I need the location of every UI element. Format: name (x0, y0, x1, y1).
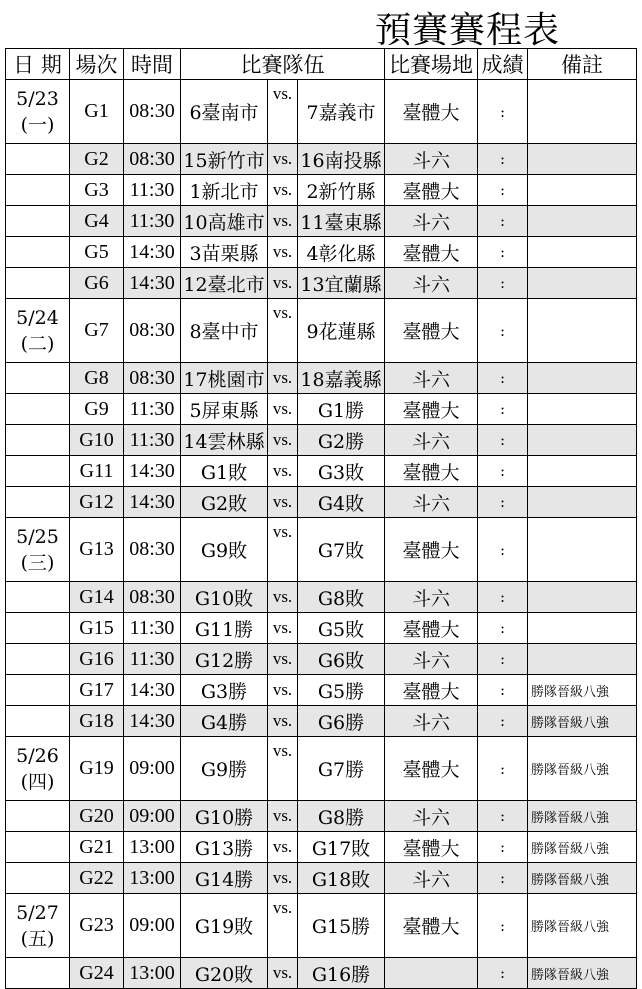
venue-cell: 臺體大 (385, 894, 478, 958)
team-away: G5勝 (298, 675, 385, 706)
page-title-area (0, 0, 642, 51)
game-time: 14:30 (124, 487, 181, 518)
note-cell (528, 425, 637, 456)
date-cell (6, 582, 70, 613)
header-note: 備註 (528, 49, 637, 80)
table-row (6, 206, 637, 237)
team-away: G8勝 (298, 801, 385, 832)
vs-label: vs. (268, 706, 298, 737)
team-away: G8敗 (298, 582, 385, 613)
venue-cell: 斗六 (385, 706, 478, 737)
venue-cell: 臺體大 (385, 175, 478, 206)
team-home: G13勝 (181, 832, 268, 863)
header-date: 日 期 (6, 49, 70, 80)
date-cell (6, 737, 70, 801)
game-id: G23 (70, 894, 124, 958)
game-id: G15 (70, 613, 124, 644)
note-cell (528, 613, 637, 644)
date-cell (6, 268, 70, 299)
table-row (6, 675, 637, 706)
table-row (6, 737, 637, 801)
team-home: G14勝 (181, 863, 268, 894)
date-day: 5/25 (16, 525, 59, 548)
vs-label: vs. (268, 456, 298, 487)
vs-label: vs. (268, 832, 298, 863)
team-home: G9敗 (181, 518, 268, 582)
game-id: G17 (70, 675, 124, 706)
score-cell: : (478, 394, 528, 425)
vs-label: vs. (268, 175, 298, 206)
vs-label: vs. (268, 863, 298, 894)
team-away: 9花蓮縣 (298, 299, 385, 363)
team-home: G4勝 (181, 706, 268, 737)
table-row (6, 706, 637, 737)
date-weekday: (三) (20, 551, 55, 574)
note-cell (528, 456, 637, 487)
game-time: 08:30 (124, 144, 181, 175)
date-cell (6, 299, 70, 363)
table-row (6, 582, 637, 613)
date-cell (6, 801, 70, 832)
table-row (6, 456, 637, 487)
date-cell (6, 832, 70, 863)
score-cell: : (478, 832, 528, 863)
game-time: 09:00 (124, 737, 181, 801)
game-time: 13:00 (124, 863, 181, 894)
date-cell (6, 675, 70, 706)
vs-label: vs. (268, 644, 298, 675)
game-id: G4 (70, 206, 124, 237)
score-cell: : (478, 801, 528, 832)
team-away: 13宜蘭縣 (298, 268, 385, 299)
team-away: G1勝 (298, 394, 385, 425)
vs-label: vs. (268, 144, 298, 175)
game-id: G21 (70, 832, 124, 863)
game-id: G5 (70, 237, 124, 268)
table-row (6, 958, 637, 989)
vs-label: vs. (268, 737, 298, 801)
date-cell (6, 425, 70, 456)
game-time: 11:30 (124, 175, 181, 206)
note-cell: 勝隊晉級八強 (528, 863, 637, 894)
game-time: 13:00 (124, 832, 181, 863)
team-home: 6臺南市 (181, 80, 268, 144)
score-cell: : (478, 894, 528, 958)
date-cell (6, 487, 70, 518)
score-cell: : (478, 487, 528, 518)
game-id: G18 (70, 706, 124, 737)
note-cell (528, 394, 637, 425)
team-home: 1新北市 (181, 175, 268, 206)
table-row (6, 863, 637, 894)
team-away: 4彰化縣 (298, 237, 385, 268)
team-home: G11勝 (181, 613, 268, 644)
game-id: G1 (70, 80, 124, 144)
score-cell: : (478, 613, 528, 644)
header-teams: 比賽隊伍 (181, 49, 385, 80)
team-away: G17敗 (298, 832, 385, 863)
game-id: G3 (70, 175, 124, 206)
vs-label: vs. (268, 425, 298, 456)
venue-cell: 臺體大 (385, 394, 478, 425)
game-id: G24 (70, 958, 124, 989)
game-time: 14:30 (124, 456, 181, 487)
header-venue: 比賽場地 (385, 49, 478, 80)
team-away: G6敗 (298, 644, 385, 675)
note-cell (528, 144, 637, 175)
date-cell (6, 237, 70, 268)
note-cell (528, 268, 637, 299)
team-away: 7嘉義市 (298, 80, 385, 144)
venue-cell: 臺體大 (385, 80, 478, 144)
table-row (6, 299, 637, 363)
game-id: G8 (70, 363, 124, 394)
game-time: 08:30 (124, 518, 181, 582)
venue-cell: 臺體大 (385, 299, 478, 363)
game-time: 11:30 (124, 613, 181, 644)
date-cell (6, 613, 70, 644)
game-id: G14 (70, 582, 124, 613)
score-cell: : (478, 268, 528, 299)
date-day: 5/23 (16, 87, 59, 110)
score-cell: : (478, 706, 528, 737)
vs-label: vs. (268, 80, 298, 144)
note-cell (528, 644, 637, 675)
vs-label: vs. (268, 299, 298, 363)
header-score: 成績 (478, 49, 528, 80)
game-time: 14:30 (124, 675, 181, 706)
date-cell (6, 958, 70, 989)
venue-cell: 臺體大 (385, 613, 478, 644)
score-cell: : (478, 206, 528, 237)
note-cell: 勝隊晉級八強 (528, 801, 637, 832)
game-id: G9 (70, 394, 124, 425)
game-time: 11:30 (124, 394, 181, 425)
date-cell (6, 706, 70, 737)
venue-cell: 臺體大 (385, 832, 478, 863)
game-id: G6 (70, 268, 124, 299)
date-cell (6, 175, 70, 206)
score-cell: : (478, 863, 528, 894)
team-away: G18敗 (298, 863, 385, 894)
venue-cell: 臺體大 (385, 237, 478, 268)
game-time: 11:30 (124, 206, 181, 237)
vs-label: vs. (268, 582, 298, 613)
team-home: G9勝 (181, 737, 268, 801)
vs-label: vs. (268, 958, 298, 989)
team-home: 17桃園市 (181, 363, 268, 394)
venue-cell: 斗六 (385, 582, 478, 613)
page-title: 預賽賽程表 (375, 10, 561, 51)
team-home: 10高雄市 (181, 206, 268, 237)
date-cell (6, 206, 70, 237)
game-time: 14:30 (124, 237, 181, 268)
note-cell (528, 299, 637, 363)
date-cell (6, 363, 70, 394)
team-home: G10敗 (181, 582, 268, 613)
venue-cell: 斗六 (385, 863, 478, 894)
venue-cell: 斗六 (385, 268, 478, 299)
note-cell: 勝隊晉級八強 (528, 832, 637, 863)
date-weekday: (五) (20, 927, 55, 950)
venue-cell: 臺體大 (385, 737, 478, 801)
team-home: G10勝 (181, 801, 268, 832)
venue-cell: 臺體大 (385, 456, 478, 487)
game-time: 14:30 (124, 706, 181, 737)
team-home: 3苗栗縣 (181, 237, 268, 268)
team-home: G20敗 (181, 958, 268, 989)
team-away: G16勝 (298, 958, 385, 989)
score-cell: : (478, 737, 528, 801)
team-away: 18嘉義縣 (298, 363, 385, 394)
date-cell (6, 518, 70, 582)
note-cell (528, 363, 637, 394)
game-id: G2 (70, 144, 124, 175)
team-home: 14雲林縣 (181, 425, 268, 456)
date-cell (6, 394, 70, 425)
team-away: G7敗 (298, 518, 385, 582)
score-cell: : (478, 456, 528, 487)
date-day: 5/27 (16, 901, 59, 924)
team-home: G12勝 (181, 644, 268, 675)
vs-label: vs. (268, 363, 298, 394)
score-cell: : (478, 958, 528, 989)
date-cell (6, 144, 70, 175)
team-away: G2勝 (298, 425, 385, 456)
vs-label: vs. (268, 801, 298, 832)
venue-cell: 臺體大 (385, 675, 478, 706)
venue-cell: 斗六 (385, 487, 478, 518)
team-away: 16南投縣 (298, 144, 385, 175)
team-home: 5屏東縣 (181, 394, 268, 425)
table-row (6, 144, 637, 175)
header-time: 時間 (124, 49, 181, 80)
game-id: G11 (70, 456, 124, 487)
table-row (6, 487, 637, 518)
date-weekday: (四) (20, 770, 55, 793)
game-time: 08:30 (124, 582, 181, 613)
game-id: G7 (70, 299, 124, 363)
note-cell (528, 206, 637, 237)
vs-label: vs. (268, 518, 298, 582)
venue-cell: 斗六 (385, 801, 478, 832)
table-row (6, 644, 637, 675)
note-cell: 勝隊晉級八強 (528, 894, 637, 958)
score-cell: : (478, 675, 528, 706)
team-away: 11臺東縣 (298, 206, 385, 237)
team-home: G1敗 (181, 456, 268, 487)
team-away: G15勝 (298, 894, 385, 958)
vs-label: vs. (268, 675, 298, 706)
game-id: G13 (70, 518, 124, 582)
vs-label: vs. (268, 394, 298, 425)
game-id: G20 (70, 801, 124, 832)
note-cell: 勝隊晉級八強 (528, 737, 637, 801)
vs-label: vs. (268, 268, 298, 299)
game-time: 08:30 (124, 80, 181, 144)
game-time: 13:00 (124, 958, 181, 989)
score-cell: : (478, 518, 528, 582)
team-away: G3敗 (298, 456, 385, 487)
venue-cell: 斗六 (385, 644, 478, 675)
venue-cell: 斗六 (385, 363, 478, 394)
date-weekday: (一) (20, 113, 55, 136)
date-cell (6, 863, 70, 894)
vs-label: vs. (268, 613, 298, 644)
venue-cell (385, 958, 478, 989)
date-cell (6, 894, 70, 958)
score-cell: : (478, 425, 528, 456)
header-game: 場次 (70, 49, 124, 80)
note-cell (528, 518, 637, 582)
score-cell: : (478, 363, 528, 394)
game-time: 09:00 (124, 801, 181, 832)
game-id: G12 (70, 487, 124, 518)
game-id: G22 (70, 863, 124, 894)
team-away: G6勝 (298, 706, 385, 737)
game-id: G10 (70, 425, 124, 456)
table-row (6, 894, 637, 958)
header-row (6, 49, 637, 80)
table-row (6, 801, 637, 832)
table-row (6, 518, 637, 582)
note-cell: 勝隊晉級八強 (528, 958, 637, 989)
team-away: 2新竹縣 (298, 175, 385, 206)
score-cell: : (478, 582, 528, 613)
date-cell (6, 80, 70, 144)
team-home: 12臺北市 (181, 268, 268, 299)
date-day: 5/26 (16, 744, 59, 767)
score-cell: : (478, 237, 528, 268)
date-day: 5/24 (16, 306, 59, 329)
game-id: G19 (70, 737, 124, 801)
team-home: G3勝 (181, 675, 268, 706)
note-cell (528, 80, 637, 144)
venue-cell: 臺體大 (385, 518, 478, 582)
team-home: 8臺中市 (181, 299, 268, 363)
vs-label: vs. (268, 487, 298, 518)
score-cell: : (478, 144, 528, 175)
note-cell (528, 175, 637, 206)
team-home: G19敗 (181, 894, 268, 958)
team-away: G7勝 (298, 737, 385, 801)
table-row (6, 832, 637, 863)
schedule-table (5, 48, 637, 989)
table-row (6, 268, 637, 299)
score-cell: : (478, 175, 528, 206)
note-cell (528, 487, 637, 518)
note-cell: 勝隊晉級八強 (528, 706, 637, 737)
vs-label: vs. (268, 894, 298, 958)
venue-cell: 斗六 (385, 206, 478, 237)
table-row (6, 237, 637, 268)
date-cell (6, 456, 70, 487)
game-time: 14:30 (124, 268, 181, 299)
note-cell (528, 237, 637, 268)
note-cell: 勝隊晉級八強 (528, 675, 637, 706)
schedule-body (6, 80, 637, 989)
table-row (6, 613, 637, 644)
date-cell (6, 644, 70, 675)
vs-label: vs. (268, 237, 298, 268)
score-cell: : (478, 299, 528, 363)
team-away: G4敗 (298, 487, 385, 518)
score-cell: : (478, 644, 528, 675)
game-id: G16 (70, 644, 124, 675)
game-time: 11:30 (124, 425, 181, 456)
game-time: 08:30 (124, 299, 181, 363)
score-cell: : (478, 80, 528, 144)
team-home: G2敗 (181, 487, 268, 518)
table-row (6, 394, 637, 425)
team-home: 15新竹市 (181, 144, 268, 175)
game-time: 08:30 (124, 363, 181, 394)
table-row (6, 363, 637, 394)
table-row (6, 425, 637, 456)
vs-label: vs. (268, 206, 298, 237)
game-time: 11:30 (124, 644, 181, 675)
venue-cell: 斗六 (385, 425, 478, 456)
game-time: 09:00 (124, 894, 181, 958)
team-away: G5敗 (298, 613, 385, 644)
venue-cell: 斗六 (385, 144, 478, 175)
table-row (6, 80, 637, 144)
table-row (6, 175, 637, 206)
note-cell (528, 582, 637, 613)
date-weekday: (二) (20, 332, 55, 355)
